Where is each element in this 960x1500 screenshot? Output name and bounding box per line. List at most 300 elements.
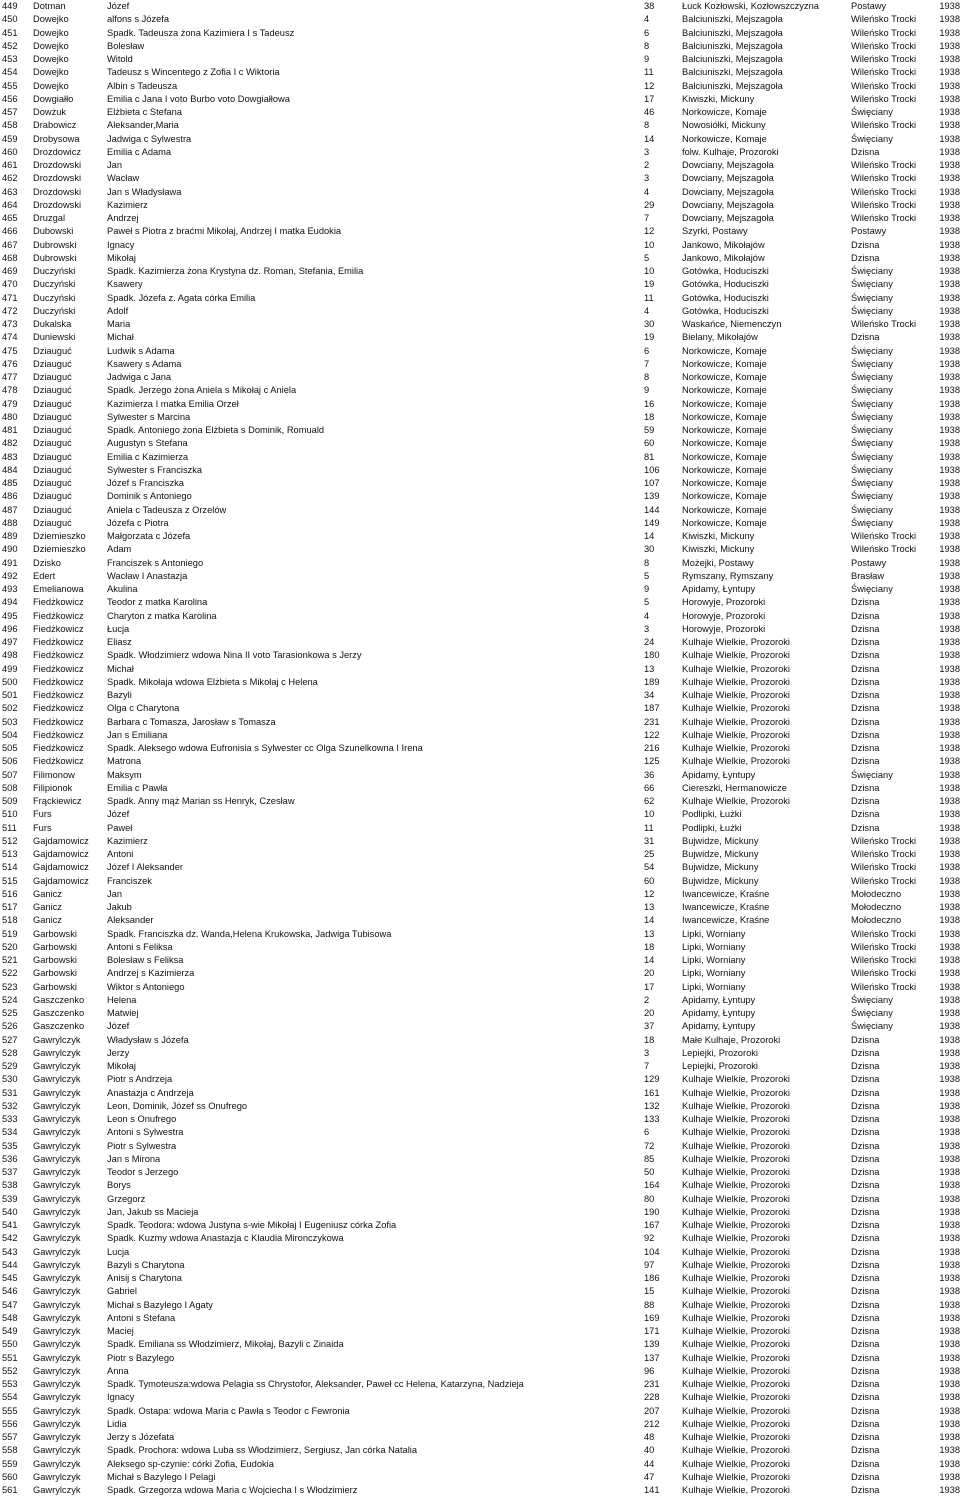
village-commune-cell: Waskańce, Niemenczyn: [682, 319, 782, 329]
village-commune-cell: Kulhaje Wielkie, Prozoroki: [682, 1392, 790, 1403]
record-number-cell: 449: [2, 1, 18, 11]
record-row: [0, 1034, 960, 1047]
given-names-cell: Jakub: [107, 902, 132, 912]
given-names-cell: Emilia c Adama: [107, 146, 172, 157]
given-names-cell: Bolesław s Feliksa: [107, 955, 184, 965]
year-cell: 1938: [939, 1379, 960, 1389]
house-number-cell: 207: [644, 1405, 660, 1416]
house-number-cell: 149: [644, 517, 660, 528]
village-commune-cell: Norkowicze, Komaje: [682, 385, 767, 396]
house-number-cell: 44: [644, 1458, 655, 1469]
given-names-cell: Lucja: [107, 1246, 130, 1257]
house-number-cell: 6: [644, 345, 650, 356]
record-number-cell: 558: [2, 1445, 18, 1456]
surname-cell: Dziauguć: [33, 451, 72, 462]
surname-cell: Gawrylczyk: [33, 1458, 81, 1469]
surname-cell: Gawrylczyk: [33, 1352, 81, 1363]
house-number-cell: 48: [644, 1432, 655, 1442]
record-row: [0, 1471, 960, 1484]
record-number-cell: 505: [2, 743, 18, 753]
house-number-cell: 62: [644, 796, 655, 806]
district-cell: Mołodeczno: [851, 888, 902, 899]
surname-cell: Duczyński: [33, 266, 76, 276]
house-number-cell: 5: [644, 252, 650, 263]
record-number-cell: 554: [2, 1392, 18, 1403]
surname-cell: Gawrylczyk: [33, 1379, 81, 1389]
surname-cell: Gawrylczyk: [33, 1365, 81, 1376]
record-row: [0, 477, 960, 490]
given-names-cell: Spadk. Tadeusza żona Kazimiera I s Tadeusz: [107, 27, 295, 38]
year-cell: 1938: [939, 67, 960, 78]
record-number-cell: 552: [2, 1365, 18, 1376]
year-cell: 1938: [939, 690, 960, 700]
record-number-cell: 526: [2, 1021, 18, 1032]
district-cell: Dzisna: [851, 1299, 880, 1310]
year-cell: 1938: [939, 186, 960, 197]
year-cell: 1938: [939, 1153, 960, 1164]
year-cell: 1938: [939, 994, 960, 1005]
house-number-cell: 34: [644, 690, 655, 700]
record-number-cell: 488: [2, 517, 18, 528]
given-names-cell: Paweł: [107, 822, 133, 833]
year-cell: 1938: [939, 239, 960, 250]
surname-cell: Gawrylczyk: [33, 1180, 81, 1191]
district-cell: Święciany: [851, 994, 893, 1005]
record-number-cell: 523: [2, 981, 18, 992]
record-row: [0, 1378, 960, 1391]
record-row: [0, 1087, 960, 1100]
surname-cell: Fiedżkowicz: [33, 676, 84, 687]
village-commune-cell: Bujwidze, Mickuny: [682, 875, 759, 886]
record-row: [0, 610, 960, 623]
given-names-cell: Maciej: [107, 1326, 134, 1336]
house-number-cell: 13: [644, 928, 655, 939]
surname-cell: Dziauguć: [33, 504, 72, 515]
district-cell: Wileńsko Trocki: [851, 160, 917, 170]
year-cell: 1938: [939, 438, 960, 449]
year-cell: 1938: [939, 782, 960, 793]
record-number-cell: 521: [2, 955, 18, 965]
given-names-cell: Augustyn s Stefana: [107, 438, 188, 449]
district-cell: Święciany: [851, 425, 893, 435]
district-cell: Święciany: [851, 107, 893, 117]
house-number-cell: 14: [644, 955, 655, 965]
year-cell: 1938: [939, 1392, 960, 1403]
given-names-cell: Aleksander,Maria: [107, 120, 179, 131]
surname-cell: Gawrylczyk: [33, 1193, 81, 1204]
record-number-cell: 524: [2, 994, 18, 1005]
village-commune-cell: Kiwiszki, Mickuny: [682, 93, 755, 104]
village-commune-cell: folw. Kulhaje, Prozoroki: [682, 146, 779, 157]
surname-cell: Frąckiewicz: [33, 796, 82, 806]
surname-cell: Fiedżkowicz: [33, 690, 84, 700]
year-cell: 1938: [939, 637, 960, 647]
village-commune-cell: Gotówka, Hoduciszki: [682, 266, 769, 276]
given-names-cell: Franciszek s Antoniego: [107, 557, 204, 568]
year-cell: 1938: [939, 1074, 960, 1085]
given-names-cell: Kazimierz: [107, 835, 148, 846]
record-number-cell: 510: [2, 809, 18, 820]
village-commune-cell: Kulhaje Wielkie, Prozoroki: [682, 1379, 790, 1389]
house-number-cell: 10: [644, 266, 655, 276]
village-commune-cell: Horowyje, Prozoroki: [682, 623, 766, 634]
year-cell: 1938: [939, 1167, 960, 1177]
district-cell: Dzisna: [851, 1153, 880, 1164]
house-number-cell: 80: [644, 1193, 655, 1204]
given-names-cell: Jan s Mirona: [107, 1153, 161, 1164]
village-commune-cell: Gotówka, Hoduciszki: [682, 292, 769, 303]
district-cell: Wileńsko Trocki: [851, 93, 917, 104]
surname-cell: Dziauguć: [33, 491, 72, 502]
surname-cell: Gaszczenko: [33, 1008, 85, 1018]
district-cell: Dzisna: [851, 637, 880, 647]
district-cell: Dzisna: [851, 1312, 880, 1323]
year-cell: 1938: [939, 1458, 960, 1469]
record-number-cell: 503: [2, 716, 18, 727]
village-commune-cell: Dowciany, Mejszagoła: [682, 160, 774, 170]
district-cell: Święciany: [851, 517, 893, 528]
year-cell: 1938: [939, 1273, 960, 1283]
record-row: [0, 888, 960, 901]
record-number-cell: 551: [2, 1352, 18, 1363]
record-number-cell: 464: [2, 199, 18, 210]
surname-cell: Gawrylczyk: [33, 1405, 81, 1416]
given-names-cell: Bazyli: [107, 690, 132, 700]
year-cell: 1938: [939, 902, 960, 912]
year-cell: 1938: [939, 1087, 960, 1098]
village-commune-cell: Kulhaje Wielkie, Prozoroki: [682, 1299, 790, 1310]
record-number-cell: 536: [2, 1153, 18, 1164]
village-commune-cell: Kulhaje Wielkie, Prozoroki: [682, 729, 790, 740]
record-number-cell: 532: [2, 1100, 18, 1111]
given-names-cell: Maksym: [107, 769, 142, 780]
district-cell: Dzisna: [851, 663, 880, 674]
record-number-cell: 450: [2, 14, 18, 25]
surname-cell: Dziauguć: [33, 358, 72, 369]
district-cell: Wileńsko Trocki: [851, 862, 917, 873]
district-cell: Święciany: [851, 385, 893, 396]
district-cell: Dzisna: [851, 1286, 880, 1297]
house-number-cell: 139: [644, 1339, 660, 1350]
house-number-cell: 13: [644, 663, 655, 674]
surname-cell: Gawrylczyk: [33, 1485, 81, 1495]
district-cell: Dzisna: [851, 1193, 880, 1204]
record-number-cell: 547: [2, 1299, 18, 1310]
given-names-cell: Józefa c Piotra: [107, 517, 169, 528]
district-cell: Dzisna: [851, 703, 880, 714]
surname-cell: Ganicz: [33, 915, 62, 926]
surname-cell: Filipionok: [33, 782, 73, 793]
record-row: [0, 557, 960, 570]
district-cell: Wileńsko Trocki: [851, 544, 917, 555]
record-row: [0, 1206, 960, 1219]
surname-cell: Gawrylczyk: [33, 1087, 81, 1098]
village-commune-cell: Szyrki, Postawy: [682, 226, 748, 237]
surname-cell: Filimonow: [33, 769, 75, 780]
district-cell: Wileńsko Trocki: [851, 14, 917, 25]
record-row: [0, 517, 960, 530]
given-names-cell: Ludwik s Adama: [107, 345, 175, 356]
given-names-cell: Spadk. Jerzego żona Aniela s Mikołaj c Aniela: [107, 385, 297, 396]
record-number-cell: 557: [2, 1432, 18, 1442]
village-commune-cell: Lipki, Worniany: [682, 981, 746, 992]
district-cell: Dzisna: [851, 623, 880, 634]
record-number-cell: 456: [2, 93, 18, 104]
record-number-cell: 483: [2, 451, 18, 462]
district-cell: Dzisna: [851, 1180, 880, 1191]
record-number-cell: 519: [2, 928, 18, 939]
record-number-cell: 515: [2, 875, 18, 886]
given-names-cell: Spadk. Teodora: wdowa Justyna s-wie Mikołaj I Eugeniusz córka Zofia: [107, 1220, 397, 1230]
surname-cell: Dzisko: [33, 557, 61, 568]
year-cell: 1938: [939, 146, 960, 157]
year-cell: 1938: [939, 915, 960, 926]
record-row: [0, 1153, 960, 1166]
record-number-cell: 489: [2, 531, 18, 541]
surname-cell: Gawrylczyk: [33, 1127, 81, 1138]
given-names-cell: Emilia c Jana I voto Burbo voto Dowgiałłowa: [107, 93, 290, 104]
district-cell: Święciany: [851, 504, 893, 515]
record-row: [0, 212, 960, 225]
record-row: [0, 1365, 960, 1378]
year-cell: 1938: [939, 1061, 960, 1071]
village-commune-cell: Balciuniszki, Mejszagoła: [682, 27, 783, 38]
year-cell: 1938: [939, 385, 960, 396]
given-names-cell: Leon, Dominik, Józef ss Onufrego: [107, 1100, 248, 1111]
surname-cell: Duczyński: [33, 279, 76, 290]
surname-cell: Dowejko: [33, 54, 69, 64]
record-row: [0, 663, 960, 676]
record-number-cell: 496: [2, 623, 18, 634]
year-cell: 1938: [939, 623, 960, 634]
house-number-cell: 3: [644, 173, 650, 184]
house-number-cell: 5: [644, 570, 650, 581]
given-names-cell: Anisij s Charytona: [107, 1273, 182, 1283]
given-names-cell: Leon s Onufrego: [107, 1114, 177, 1124]
surname-cell: Drozdowski: [33, 173, 82, 184]
given-names-cell: Spadk. Józefa z. Agata córka Emilia: [107, 292, 256, 303]
given-names-cell: Spadk. Antoniego żona Elżbieta s Dominik, Romuald: [107, 425, 325, 435]
house-number-cell: 18: [644, 1034, 655, 1045]
record-row: [0, 583, 960, 596]
given-names-cell: Piotr s Andrzeja: [107, 1074, 173, 1085]
record-row: [0, 186, 960, 199]
surname-cell: Dziauguć: [33, 438, 72, 449]
given-names-cell: Spadk. Prochora: wdowa Luba ss Włodzimierz, Sergiusz, Jan córka Natalia: [107, 1445, 418, 1456]
house-number-cell: 9: [644, 54, 650, 64]
given-names-cell: Paweł s Piotra z braćmi Mikołaj, Andrzej I matka Eudokia: [107, 226, 342, 237]
district-cell: Dzisna: [851, 1246, 880, 1257]
house-number-cell: 17: [644, 981, 655, 992]
district-cell: Dzisna: [851, 796, 880, 806]
village-commune-cell: Łuck Kozłowski, Kozłowszczyzna: [682, 1, 819, 11]
house-number-cell: 38: [644, 1, 655, 11]
year-cell: 1938: [939, 888, 960, 899]
given-names-cell: Wacław: [107, 173, 140, 184]
house-number-cell: 19: [644, 279, 655, 290]
record-row: [0, 1285, 960, 1298]
village-commune-cell: Bujwidze, Mickuny: [682, 835, 759, 846]
surname-cell: Drozdowski: [33, 186, 82, 197]
record-row: [0, 1060, 960, 1073]
village-commune-cell: Kulhaje Wielkie, Prozoroki: [682, 1259, 790, 1270]
house-number-cell: 20: [644, 968, 655, 979]
surname-cell: Gawrylczyk: [33, 1047, 81, 1058]
given-names-cell: Lidia: [107, 1418, 127, 1429]
record-number-cell: 486: [2, 491, 18, 502]
village-commune-cell: Kulhaje Wielkie, Prozoroki: [682, 1312, 790, 1323]
year-cell: 1938: [939, 584, 960, 594]
surname-cell: Gawrylczyk: [33, 1153, 81, 1164]
record-number-cell: 461: [2, 160, 18, 170]
house-number-cell: 46: [644, 107, 655, 117]
record-row: [0, 729, 960, 742]
village-commune-cell: Dowciany, Mejszagoła: [682, 199, 774, 210]
record-number-cell: 495: [2, 610, 18, 621]
record-number-cell: 498: [2, 650, 18, 661]
record-number-cell: 535: [2, 1140, 18, 1151]
village-commune-cell: Kulhaje Wielkie, Prozoroki: [682, 1220, 790, 1230]
given-names-cell: Teodor z matka Karolina: [107, 597, 208, 608]
house-number-cell: 29: [644, 199, 655, 210]
given-names-cell: Albin s Tadeusza: [107, 80, 178, 91]
year-cell: 1938: [939, 1100, 960, 1111]
village-commune-cell: Kulhaje Wielkie, Prozoroki: [682, 1485, 790, 1495]
house-number-cell: 25: [644, 849, 655, 859]
record-row: [0, 914, 960, 927]
record-row: [0, 504, 960, 517]
district-cell: Postawy: [851, 1, 887, 11]
year-cell: 1938: [939, 266, 960, 276]
village-commune-cell: Kiwiszki, Mickuny: [682, 531, 755, 541]
village-commune-cell: Norkowicze, Komaje: [682, 438, 767, 449]
house-number-cell: 144: [644, 504, 660, 515]
year-cell: 1938: [939, 1326, 960, 1336]
given-names-cell: Helena: [107, 994, 137, 1005]
village-commune-cell: Kulhaje Wielkie, Prozoroki: [682, 650, 790, 661]
house-number-cell: 30: [644, 544, 655, 555]
record-row: [0, 967, 960, 980]
record-row: [0, 782, 960, 795]
surname-cell: Drozdowski: [33, 199, 82, 210]
house-number-cell: 3: [644, 146, 650, 157]
surname-cell: Garbowski: [33, 941, 77, 952]
village-commune-cell: Bujwidze, Mickuny: [682, 849, 759, 859]
house-number-cell: 4: [644, 305, 650, 316]
year-cell: 1938: [939, 345, 960, 356]
house-number-cell: 7: [644, 213, 650, 223]
given-names-cell: Kazimierz: [107, 199, 148, 210]
given-names-cell: Akulina: [107, 584, 138, 594]
village-commune-cell: Horowyje, Prozoroki: [682, 610, 766, 621]
district-cell: Wileńsko Trocki: [851, 80, 917, 91]
year-cell: 1938: [939, 557, 960, 568]
given-names-cell: Borys: [107, 1180, 131, 1191]
district-cell: Dzisna: [851, 1127, 880, 1138]
district-cell: Dzisna: [851, 1458, 880, 1469]
house-number-cell: 139: [644, 491, 660, 502]
record-row: [0, 1246, 960, 1259]
record-row: [0, 199, 960, 212]
record-number-cell: 480: [2, 411, 18, 422]
surname-cell: Gawrylczyk: [33, 1445, 81, 1456]
house-number-cell: 20: [644, 1008, 655, 1018]
record-number-cell: 499: [2, 663, 18, 674]
given-names-cell: Antoni s Feliksa: [107, 941, 173, 952]
surname-cell: Dotman: [33, 1, 66, 11]
given-names-cell: Olga c Charytona: [107, 703, 180, 714]
record-row: [0, 358, 960, 371]
village-commune-cell: Lepiejki, Prozoroki: [682, 1061, 758, 1071]
record-row: [0, 13, 960, 26]
surname-cell: Gajdamowicz: [33, 835, 89, 846]
record-row: [0, 1020, 960, 1033]
year-cell: 1938: [939, 544, 960, 555]
record-number-cell: 509: [2, 796, 18, 806]
village-commune-cell: Norkowicze, Komaje: [682, 358, 767, 369]
record-number-cell: 508: [2, 782, 18, 793]
record-number-cell: 497: [2, 637, 18, 647]
record-number-cell: 516: [2, 888, 18, 899]
record-number-cell: 549: [2, 1326, 18, 1336]
record-row: [0, 239, 960, 252]
record-row: [0, 1100, 960, 1113]
given-names-cell: Spadk. Ostapa: wdowa Maria c Pawła s Teodor c Fewronia: [107, 1405, 350, 1416]
house-number-cell: 60: [644, 438, 655, 449]
record-number-cell: 475: [2, 345, 18, 356]
house-number-cell: 4: [644, 14, 650, 25]
surname-cell: Garbowski: [33, 955, 77, 965]
village-commune-cell: Kulhaje Wielkie, Prozoroki: [682, 716, 790, 727]
house-number-cell: 12: [644, 226, 655, 237]
year-cell: 1938: [939, 1233, 960, 1244]
given-names-cell: Gabriel: [107, 1286, 137, 1297]
district-cell: Święciany: [851, 478, 893, 488]
record-row: [0, 1166, 960, 1179]
surname-cell: Drabowicz: [33, 120, 77, 131]
record-row: [0, 596, 960, 609]
surname-cell: Duczyński: [33, 305, 76, 316]
house-number-cell: 167: [644, 1220, 660, 1230]
surname-cell: Dziauguć: [33, 372, 72, 382]
surname-cell: Gawrylczyk: [33, 1286, 81, 1297]
surname-cell: Gawrylczyk: [33, 1167, 81, 1177]
district-cell: Dzisna: [851, 822, 880, 833]
surname-cell: Furs: [33, 822, 52, 833]
record-number-cell: 487: [2, 504, 18, 515]
record-row: [0, 1299, 960, 1312]
district-cell: Dzisna: [851, 1379, 880, 1389]
surname-cell: Dziauguć: [33, 517, 72, 528]
district-cell: Dzisna: [851, 146, 880, 157]
record-number-cell: 504: [2, 729, 18, 740]
given-names-cell: Elżbieta c Stefana: [107, 107, 182, 117]
district-cell: Dzisna: [851, 1259, 880, 1270]
given-names-cell: Barbara c Tomasza, Jarosław s Tomasza: [107, 716, 276, 727]
village-commune-cell: Lipki, Worniany: [682, 928, 746, 939]
year-cell: 1938: [939, 40, 960, 51]
record-number-cell: 514: [2, 862, 18, 873]
surname-cell: Fiedżkowicz: [33, 637, 84, 647]
record-row: [0, 331, 960, 344]
district-cell: Mołodeczno: [851, 902, 902, 912]
record-number-cell: 534: [2, 1127, 18, 1138]
record-row: [0, 27, 960, 40]
house-number-cell: 18: [644, 411, 655, 422]
record-number-cell: 474: [2, 332, 18, 343]
given-names-cell: Adolf: [107, 305, 129, 316]
surname-cell: Gawrylczyk: [33, 1246, 81, 1257]
